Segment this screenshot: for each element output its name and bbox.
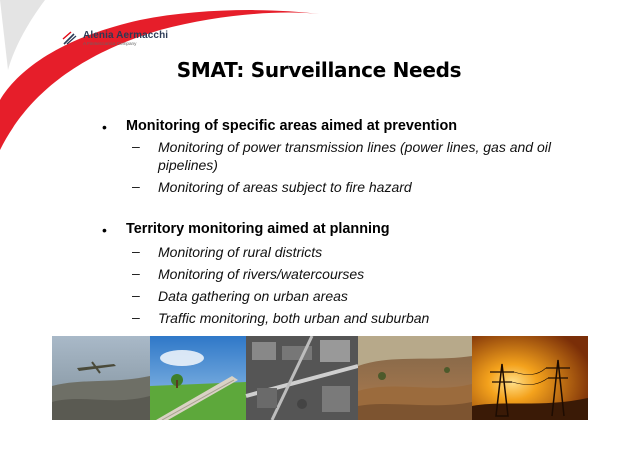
logo-subtitle: A Finmeccanica Company — [83, 41, 137, 46]
dash-icon: – — [132, 265, 140, 281]
bullet-icon: • — [102, 119, 107, 135]
photo-strip — [52, 336, 588, 420]
company-logo — [62, 30, 168, 48]
dash-icon: – — [132, 309, 140, 325]
list-item: Monitoring of rivers/watercourses — [158, 266, 365, 282]
photo-rural-hills — [358, 336, 472, 420]
dash-icon: – — [132, 178, 140, 194]
list-item: Monitoring of power transmission lines (power lines, gas and oil pipelines) — [158, 139, 551, 173]
dash-icon: – — [132, 287, 140, 303]
photo-aerial-city — [246, 336, 358, 420]
logo-mark-icon — [62, 30, 80, 48]
dash-icon: – — [132, 243, 140, 259]
section-heading: Monitoring of specific areas aimed at prevention — [126, 118, 458, 134]
bullet-icon: • — [102, 222, 107, 238]
photo-power-pylon — [472, 336, 588, 420]
slide-title: SMAT: Surveillance Needs — [176, 58, 462, 82]
section-heading: Territory monitoring aimed at planning — [126, 221, 390, 237]
list-item: Monitoring of areas subject to fire hazard — [158, 179, 412, 195]
dash-icon: – — [132, 138, 140, 154]
list-item: Monitoring of rural districts — [158, 244, 323, 260]
list-item: Data gathering on urban areas — [158, 288, 348, 304]
photo-uav — [52, 336, 150, 420]
photo-pipeline — [150, 336, 246, 420]
logo-name: Alenia Aermacchi — [83, 30, 169, 41]
list-item: Traffic monitoring, both urban and suburban — [158, 310, 430, 326]
